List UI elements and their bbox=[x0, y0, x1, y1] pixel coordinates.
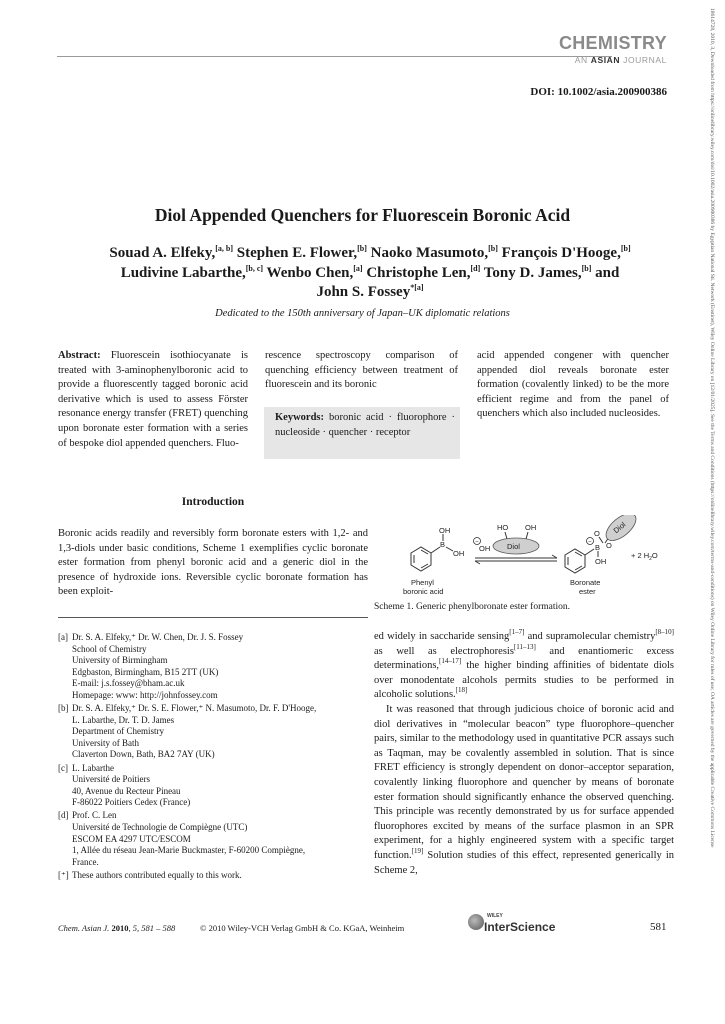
abstract-column-2: rescence spectroscopy comparison of quenching efficiency between treatment of fluorescein and its boronic bbox=[265, 350, 458, 391]
benzene-ring-icon bbox=[411, 534, 453, 571]
affiliation-marker: [b, c] bbox=[245, 263, 264, 273]
hydroxyl-label: OH bbox=[439, 526, 451, 535]
author[interactable]: François D'Hooge,[b] bbox=[501, 244, 631, 261]
water-label: + 2 $H_2O$ bbox=[631, 551, 658, 562]
paragraph: ed widely in saccharide sensing[1–7] and supramolecular chemistry[8–10] as well as electrophoresis[11–13] and enantiomeric excess determinations,[14–17] the higher binding affinities of bidentate diols over monodentate alcohols permits studies to be performed in alcoholic solutions.[18] bbox=[374, 628, 674, 701]
diol-label: Diol bbox=[507, 542, 520, 551]
footnote-d: [d] Prof. C. Len Université de Technologie de Compiègne (UTC) ESCOM EA 4297 UTC/ESCOM 1, Allée du réseau Jean-Marie Buckmaster, F-60200 Compiègne, France. bbox=[58, 810, 306, 867]
author[interactable]: Naoko Masumoto,[b] bbox=[370, 244, 498, 261]
citation-link[interactable]: [18] bbox=[455, 686, 468, 695]
download-side-note bbox=[703, 8, 717, 1018]
author[interactable]: Stephen E. Flower,[b] bbox=[236, 244, 367, 261]
journal-name: CHEMISTRY bbox=[558, 33, 667, 53]
keywords bbox=[275, 411, 455, 440]
hydroxide-label: OH bbox=[479, 544, 491, 553]
author[interactable]: Souad A. Elfeky,[a, b] bbox=[109, 244, 234, 261]
svg-text:−: − bbox=[475, 539, 479, 546]
journal-subtitle-prefix: AN bbox=[574, 55, 591, 65]
footnote-b: [b] Dr. S. A. Elfeky,⁺ Dr. S. E. Flower,⁺ N. Masumoto, Dr. F. D'Hooge, L. Labarthe, Dr. T. D. James Department of Chemistry University of Bath Claverton Down, Bath, BA2 7AY (UK) bbox=[58, 703, 317, 760]
interscience-globe-icon bbox=[468, 914, 484, 930]
affiliation-marker: [a] bbox=[353, 263, 363, 273]
boron-label: B bbox=[440, 540, 446, 549]
citation-link[interactable]: [8–10] bbox=[655, 628, 674, 636]
citation-link[interactable]: [14–17] bbox=[439, 657, 462, 666]
author-conjunction: and bbox=[595, 264, 620, 281]
keywords-label: Keywords: bbox=[275, 412, 324, 423]
diol-label: Diol bbox=[611, 520, 628, 536]
introduction-column-2 bbox=[374, 630, 674, 878]
abstract-column-1 bbox=[58, 349, 248, 451]
reactant-label: Phenyl bbox=[411, 578, 434, 587]
oxygen-label: O bbox=[594, 529, 600, 538]
citation-link[interactable]: [19] bbox=[411, 846, 424, 855]
diol-hydroxyl-label: OH bbox=[525, 523, 537, 532]
scheme-1-figure bbox=[395, 515, 680, 600]
paragraph: It was reasoned that through judicious choice of boronic acid and diol derivatives in “molecular beacon” type fluorophore–quencher pairs, similar to the methodology used in quantitative PCR assays such as Taqman, may be covalently assembled in solution. That is since FRET efficiency is strongly dependent on donor–acceptor separation, covalently linking fluorophore and quencher by means of boronate ester formation should significantly enhance the observed quenching. This principle was recently demonstrated by us for surface appended fluorophores excited by means of the surface plasmon in an SPR experiment, for a highly engineered system with a specific target function.[19] Solution studies of this effect, represented generically in Scheme 2, bbox=[374, 703, 674, 876]
abstract-column-3: acid appended congener with quencher appended diol reveals boronate ester formation (covalently linked) to be the more efficient regime and from the panel of quenchers which also included nucleosides. bbox=[477, 350, 669, 420]
abstract-label: Abstract: bbox=[58, 350, 101, 361]
copyright-notice: © 2010 Wiley-VCH Verlag GmbH & Co. KGaA, Weinheim bbox=[200, 923, 405, 933]
product-label: Boronate bbox=[570, 578, 601, 587]
wiley-logo-text: WILEY bbox=[487, 913, 503, 919]
footnote-a: [a] Dr. S. A. Elfeky,⁺ Dr. W. Chen, Dr. J. S. Fossey School of Chemistry University of Birmingham Edgbaston, Birmingham, B15 2TT (UK) E-mail: j.s.fossey@bham.ac.uk Homepage: www: http://johnfossey.com bbox=[58, 632, 244, 700]
page-number: 581 bbox=[650, 921, 667, 933]
hydroxyl-label: OH bbox=[595, 557, 607, 566]
scheme-1-caption: Scheme 1. Generic phenylboronate ester formation. bbox=[374, 602, 570, 612]
abstract-text: Fluorescein isothiocyanate is treated with 3-aminophenylboronic acid to provide a fluorescently tagged boronic acid derivative which is used to assess Förster resonance energy transfer (FRET) quenching upon boronate ester formation with a series of bespoke diol appended quenchers. Fluo- bbox=[58, 350, 248, 449]
affiliation-marker: [b] bbox=[488, 244, 498, 253]
header-rule bbox=[57, 56, 612, 57]
product-label: ester bbox=[579, 587, 596, 596]
author[interactable]: Ludivine Labarthe,[b, c] bbox=[120, 263, 264, 281]
diol-hydroxyl-label: HO bbox=[497, 523, 509, 532]
keywords-list: boronic acid · fluorophore · nucleoside · quencher · receptor bbox=[275, 412, 455, 438]
affiliation-footnotes bbox=[58, 632, 368, 883]
journal-subtitle-suffix: JOURNAL bbox=[620, 55, 667, 65]
section-heading-introduction: Introduction bbox=[181, 496, 245, 508]
author[interactable]: Christophe Len,[d] bbox=[366, 263, 481, 281]
email-link[interactable]: E-mail: j.s.fossey@bham.ac.uk bbox=[72, 678, 185, 689]
citation-footer: Chem. Asian J. 2010, 5, 581 – 588 bbox=[58, 923, 176, 933]
download-notice-text: 18614728, 2010, 3, Downloaded from https://onlinelibrary.wiley.com/doi/10.1002/asia.200900386 by Egyptian National Sti. Network (Enstinet), Wiley Online Library on [12/01/2025]. See the Terms and Conditions (https://onlinelibrary.wiley.com/terms-and-conditions) on Wiley Online Library for rules of use; OA articles are governed by the applicable Creative Commons License bbox=[709, 8, 715, 848]
affiliation-marker: [b] bbox=[620, 244, 631, 253]
doi[interactable]: DOI: 10.1002/asia.200900386 bbox=[530, 86, 667, 98]
homepage-link[interactable]: Homepage: www: http://johnfossey.com bbox=[72, 689, 218, 700]
footnote-divider bbox=[58, 617, 368, 618]
affiliation-marker: *[a] bbox=[410, 283, 424, 292]
oxygen-label: O bbox=[606, 541, 612, 550]
hydroxyl-label: OH bbox=[453, 549, 465, 558]
affiliation-marker: [b] bbox=[581, 263, 592, 273]
author[interactable]: Tony D. James,[b] bbox=[483, 263, 592, 281]
citation-link[interactable]: [1–7] bbox=[509, 628, 525, 636]
svg-text:−: − bbox=[588, 539, 592, 546]
author[interactable]: Wenbo Chen,[a] bbox=[266, 263, 363, 281]
author-corresponding[interactable]: John S. Fossey$^{*[a]}$ bbox=[316, 283, 424, 300]
reactant-label: boronic acid bbox=[403, 587, 444, 596]
affiliation-marker: [b] bbox=[357, 244, 367, 253]
author-list bbox=[60, 244, 680, 303]
introduction-column-1: Boronic acids readily and reversibly form boronate esters with 1,2- and 1,3-diols under basic conditions, Scheme 1 exemplifies cyclic boronate ester formation from phenyl boronic acid and a generic diol in the presence of hydroxide ions. Reversible cyclic boronate formation has been exploit- bbox=[58, 528, 368, 598]
boron-label: B bbox=[595, 543, 601, 552]
affiliation-marker: [d] bbox=[470, 263, 481, 273]
affiliation-marker: [a, b] bbox=[215, 244, 234, 253]
citation-link[interactable]: [11–13] bbox=[513, 642, 536, 651]
journal-subtitle-bold: ASIAN bbox=[590, 55, 621, 65]
article-title: Diol Appended Quenchers for Fluorescein Boronic Acid bbox=[154, 205, 571, 225]
journal-subtitle bbox=[575, 55, 667, 65]
footnote-equal-contribution: [⁺] These authors contributed equally to this work. bbox=[58, 869, 242, 880]
equilibrium-arrow-icon bbox=[475, 555, 557, 564]
footnote-c: [c] L. Labarthe Université de Poitiers 40, Avenue du Recteur Pineau F-86022 Poitiers Cedex (France) bbox=[58, 762, 191, 808]
dedication: Dedicated to the 150th anniversary of Japan–UK diplomatic relations bbox=[215, 308, 510, 319]
interscience-logo[interactable]: InterScience bbox=[484, 920, 556, 934]
